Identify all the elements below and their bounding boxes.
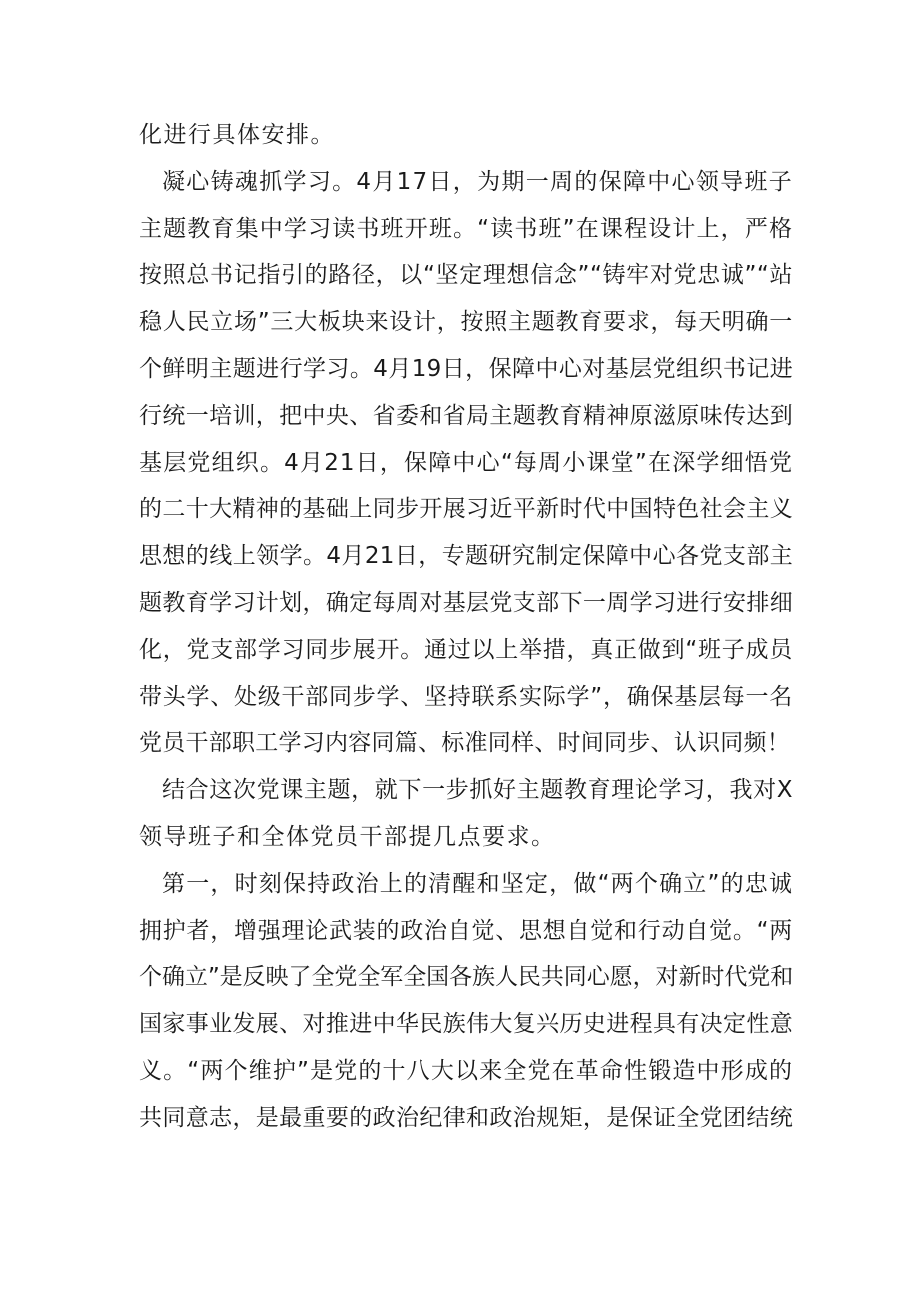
document-line: 拥护者，增强理论武装的政治自觉、思想自觉和行动自觉。“两: [139, 917, 793, 944]
document-line: 思想的线上领学。4月21日，专题研究制定保障中心各党支部主: [139, 543, 793, 570]
document-line: 题教育学习计划，确定每周对基层党支部下一周学习进行安排细: [139, 589, 793, 616]
document-line: 按照总书记指引的路径，以“坚定理想信念”“铸牢对党忠诚”“站: [139, 262, 793, 289]
document-line: 化，党支部学习同步展开。通过以上举措，真正做到“班子成员: [139, 636, 793, 663]
document-line: 共同意志，是最重要的政治纪律和政治规矩，是保证全党团结统: [139, 1104, 793, 1131]
document-line: 义。“两个维护”是党的十八大以来全党在革命性锻造中形成的: [139, 1057, 793, 1084]
document-line: 凝心铸魂抓学习。4月17日，为期一周的保障中心领导班子: [162, 168, 793, 195]
document-line: 基层党组织。4月21日，保障中心“每周小课堂”在深学细悟党: [139, 449, 793, 476]
document-line: 带头学、处级干部同步学、坚持联系实际学”，确保基层每一名: [139, 683, 793, 710]
document-line: 第一，时刻保持政治上的清醒和坚定，做“两个确立”的忠诚: [162, 870, 793, 897]
document-line: 国家事业发展、对推进中华民族伟大复兴历史进程具有决定性意: [139, 1011, 793, 1038]
document-line: 化进行具体安排。: [139, 122, 335, 148]
document-line: 行统一培训，把中央、省委和省局主题教育精神原滋原味传达到: [139, 402, 793, 429]
document-line: 的二十大精神的基础上同步开展习近平新时代中国特色社会主义: [139, 496, 793, 523]
document-line: 领导班子和全体党员干部提几点要求。: [139, 823, 556, 850]
document-line: 党员干部职工学习内容同篇、标准同样、时间同步、认识同频！: [139, 730, 790, 757]
document-body: [139, 112, 793, 1142]
document-line: 稳人民立场”三大板块来设计，按照主题教育要求，每天明确一: [139, 309, 793, 336]
document-line: 个鲜明主题进行学习。4月19日，保障中心对基层党组织书记进: [139, 355, 793, 382]
document-line: 结合这次党课主题，就下一步抓好主题教育理论学习，我对X: [162, 777, 793, 804]
document-line: 主题教育集中学习读书班开班。“读书班”在课程设计上，严格: [139, 215, 793, 242]
document-line: 个确立”是反映了全党全军全国各族人民共同心愿，对新时代党和: [139, 964, 793, 991]
